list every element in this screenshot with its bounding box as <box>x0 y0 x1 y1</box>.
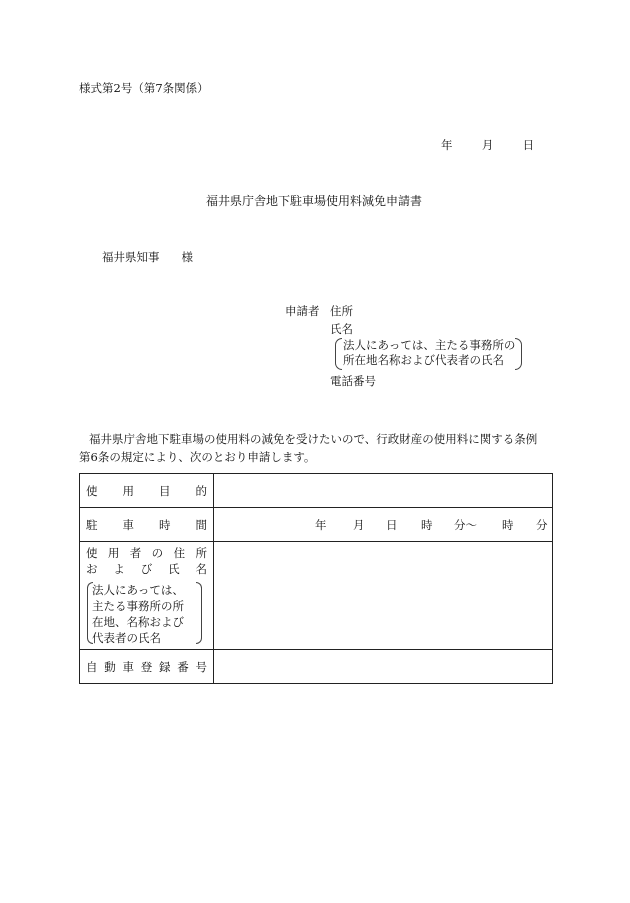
date-day-label: 日 <box>522 138 535 152</box>
parking-time-label <box>80 508 214 542</box>
user-char: び <box>140 562 153 576</box>
parking-time-char: 駐 <box>86 517 98 532</box>
time-unit-year: 年 <box>315 517 327 532</box>
purpose-char: 的 <box>195 483 207 498</box>
applicant-name-label: 氏名 <box>330 322 353 336</box>
user-note <box>87 580 202 649</box>
user-char: 用 <box>107 546 120 560</box>
user-char: お <box>86 562 98 576</box>
car-number-char: 録 <box>159 659 171 674</box>
body-text-line1: 福井県庁舎地下駐車場の使用料の減免を受けたいので、行政財産の使用料に関する条例 <box>89 432 538 446</box>
user-note-line: 在地、名称および <box>92 615 184 629</box>
user-info-value-cell[interactable] <box>214 542 553 650</box>
addressee-honorific: 様 <box>181 250 193 264</box>
body-text-line2: 第6条の規定により、次のとおり申請します。 <box>79 450 316 464</box>
car-number-char: 動 <box>104 659 116 674</box>
user-char: 名 <box>195 562 207 576</box>
application-table <box>79 473 553 684</box>
purpose-row <box>80 474 553 508</box>
document-title: 福井県庁舎地下駐車場使用料減免申請書 <box>206 194 423 208</box>
addressee-name: 福井県知事 <box>102 250 160 264</box>
user-char: 所 <box>195 546 207 560</box>
user-info-label <box>80 542 214 650</box>
user-info-row <box>80 542 553 650</box>
car-number-char: 号 <box>195 659 207 674</box>
applicant-note-line2: 所在地名称および代表者の氏名 <box>343 353 504 367</box>
parking-time-char: 間 <box>195 517 207 532</box>
user-char: の <box>151 546 164 560</box>
applicant-note <box>343 338 515 368</box>
time-unit-minute-to: 分～ <box>454 517 477 532</box>
parking-time-char: 時 <box>159 517 171 532</box>
user-char: 住 <box>173 546 186 560</box>
car-number-row <box>80 650 553 684</box>
time-unit-hour: 時 <box>421 517 433 532</box>
time-unit-day: 日 <box>386 517 398 532</box>
purpose-char: 使 <box>86 483 98 498</box>
date-line <box>441 137 534 153</box>
car-number-value-cell[interactable] <box>214 650 553 684</box>
applicant-phone-label: 電話番号 <box>330 374 376 388</box>
user-note-paren-left <box>87 582 93 644</box>
user-char: 者 <box>129 546 142 560</box>
date-month-label: 月 <box>481 138 494 152</box>
date-year-label: 年 <box>441 138 453 152</box>
user-note-line: 代表者の氏名 <box>92 631 161 645</box>
user-char: よ <box>113 562 125 576</box>
purpose-char: 用 <box>122 483 134 498</box>
car-number-char: 自 <box>86 659 98 674</box>
time-unit-hour-end: 時 <box>502 517 514 532</box>
car-number-char: 登 <box>140 659 153 674</box>
user-note-line: 法人にあっては、 <box>92 583 184 597</box>
note-paren-right <box>515 338 522 370</box>
parking-time-value-cell[interactable] <box>214 508 553 542</box>
purpose-label <box>80 474 214 508</box>
purpose-char: 目 <box>159 483 171 498</box>
time-units <box>214 517 552 533</box>
applicant-label: 申請者 <box>285 304 320 318</box>
form-number: 様式第2号（第7条関係） <box>79 81 209 95</box>
applicant-address-label: 住所 <box>330 304 353 318</box>
purpose-value-cell[interactable] <box>214 474 553 508</box>
time-unit-minute-end: 分 <box>536 517 548 532</box>
user-note-paren-right <box>196 582 202 644</box>
user-char: 氏 <box>168 562 180 576</box>
note-paren-left <box>335 338 342 370</box>
applicant-note-line1: 法人にあっては、主たる事務所の <box>343 338 516 352</box>
parking-time-row <box>80 508 553 542</box>
car-number-label <box>80 650 214 684</box>
user-note-line: 主たる事務所の所 <box>92 599 184 613</box>
user-char: 使 <box>86 546 98 560</box>
time-unit-month: 月 <box>353 517 365 532</box>
addressee <box>102 249 193 265</box>
parking-time-char: 車 <box>122 517 134 532</box>
car-number-char: 番 <box>177 659 189 674</box>
car-number-char: 車 <box>122 659 134 674</box>
